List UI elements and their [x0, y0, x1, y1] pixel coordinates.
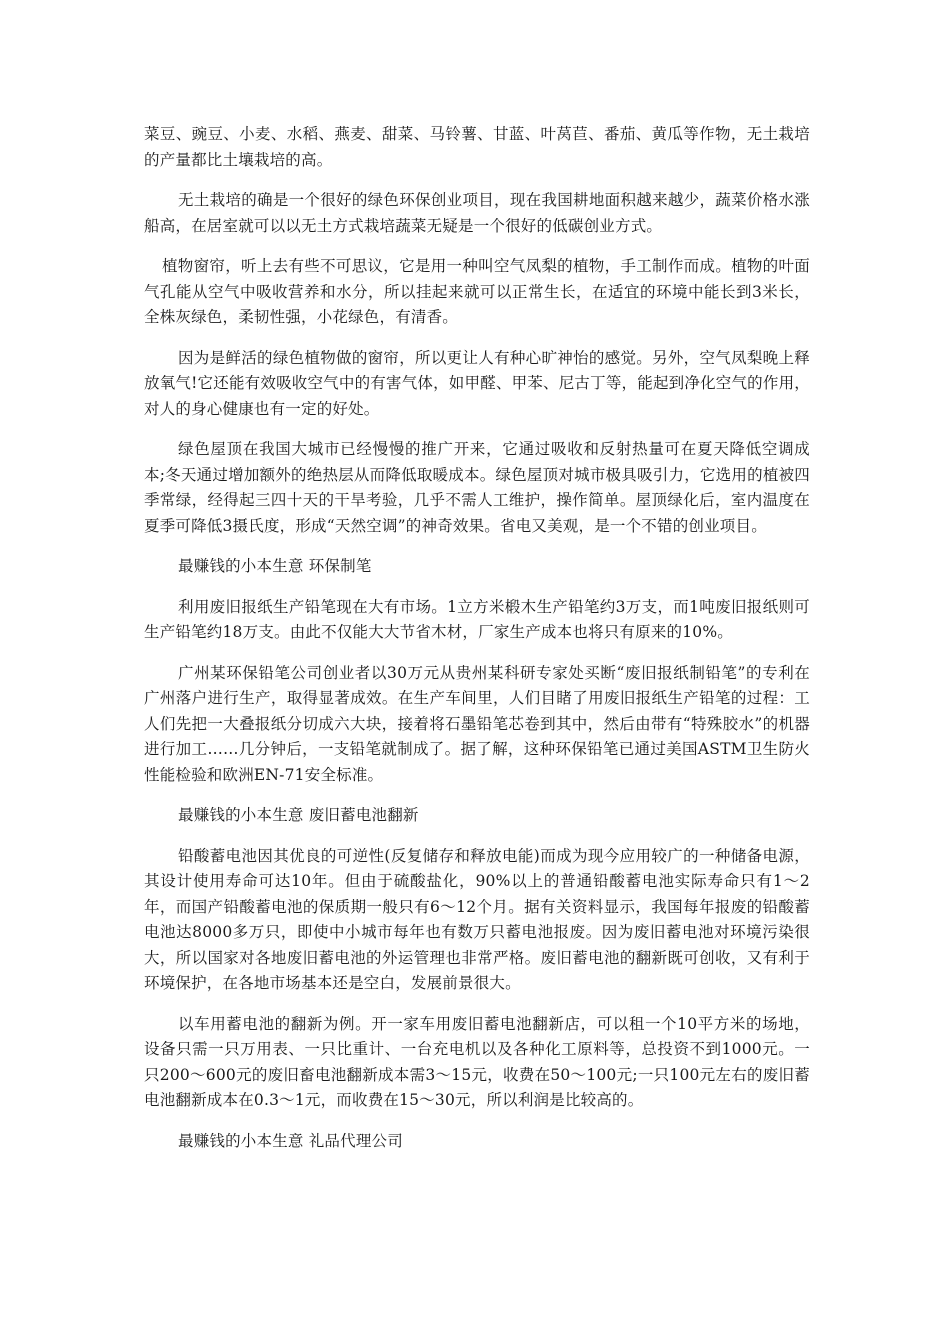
paragraph-green-roof: 绿色屋顶在我国大城市已经慢慢的推广开来，它通过吸收和反射热量可在夏天降低空调成本;冬天通过增加额外的绝热层从而降低取暖成本。绿色屋顶对城市极具吸引力，它选用的植被四季常绿，经得起三四十天的干旱考验，几乎不需人工维护，操作简单。屋顶绿化后，室内温度在夏季可降低3摄氏度，形成“天然空调”的神奇效果。省电又美观，是一个不错的创业项目。 — [144, 440, 810, 535]
heading-battery-refurbish: 最赚钱的小本生意 废旧蓄电池翻新 — [178, 806, 419, 824]
paragraph-plant-curtain: 植物窗帘，听上去有些不可思议，它是用一种叫空气凤梨的植物，手工制作而成。植物的叶面气孔能从空气中吸收营养和水分，所以挂起来就可以正常生长，在适宜的环境中能长到3米长，全株灰绿色，柔韧性强，小花绿色，有清香。 — [144, 257, 810, 326]
heading-eco-pencil: 最赚钱的小本生意 环保制笔 — [178, 557, 372, 575]
paragraph-eco-pencil-market: 利用废旧报纸生产铅笔现在大有市场。1立方米椴木生产铅笔约3万支，而1吨废旧报纸则可生产铅笔约18万支。由此不仅能大大节省木材，厂家生产成本也将只有原来的10%。 — [144, 597, 810, 641]
paragraph-battery-background: 铅酸蓄电池因其优良的可逆性(反复储存和释放电能)而成为现今应用较广的一种储备电源，其设计使用寿命可达10年。但由于硫酸盐化，90%以上的普通铅酸蓄电池实际寿命只有1～2年，而国产铅酸蓄电池的保质期一般只有6～12个月。据有关资料显示，我国每年报废的铅酸蓄电池达8000多万只，即使中小城市每年也有数万只蓄电池报废。因为废旧蓄电池对环境污染很大，所以国家对各地废旧蓄电池的外运管理也非常严格。废旧蓄电池的翻新既可创收，又有利于环境保护，在各地市场基本还是空白，发展前景很大。 — [144, 846, 810, 992]
paragraph-soilless-yield: 菜豆、豌豆、小麦、水稻、燕麦、甜菜、马铃薯、甘蓝、叶莴苣、番茄、黄瓜等作物，无土栽培的产量都比土壤栽培的高。 — [144, 125, 810, 169]
document-page — [144, 122, 810, 1169]
paragraph-plant-curtain-benefits: 因为是鲜活的绿色植物做的窗帘，所以更让人有种心旷神怡的感觉。另外，空气凤梨晚上释放氧气!它还能有效吸收空气中的有害气体，如甲醛、甲苯、尼古丁等，能起到净化空气的作用，对人的身心健康也有一定的好处。 — [144, 348, 810, 418]
paragraph-soilless-startup: 无土栽培的确是一个很好的绿色环保创业项目，现在我国耕地面积越来越少，蔬菜价格水涨船高，在居室就可以以无土方式栽培蔬菜无疑是一个很好的低碳创业方式。 — [144, 191, 810, 235]
heading-gift-agency: 最赚钱的小本生意 礼品代理公司 — [178, 1131, 403, 1150]
paragraph-battery-example: 以车用蓄电池的翻新为例。开一家车用废旧蓄电池翻新店，可以租一个10平方米的场地，设备只需一只万用表、一只比重计、一台充电机以及各种化工原料等，总投资不到1000元。一只200～600元的废旧畜电池翻新成本需3～15元，收费在50～100元;一只100元左右的废旧蓄电池翻新成本在0.3～1元，而收费在15～30元，所以利润是比较高的。 — [144, 1014, 810, 1109]
paragraph-eco-pencil-company: 广州某环保铅笔公司创业者以30万元从贵州某科研专家处买断“废旧报纸制铅笔”的专利在广州落户进行生产，取得显著成效。在生产车间里，人们目睹了用废旧报纸生产铅笔的过程：工人们先把一大叠报纸分切成六大块，接着将石墨铅笔芯卷到其中，然后由带有“特殊胶水”的机器进行加工……几分钟后，一支铅笔就制成了。据了解，这种环保铅笔已通过美国ASTM卫生防火性能检验和欧洲EN-71安全标准。 — [144, 663, 810, 784]
